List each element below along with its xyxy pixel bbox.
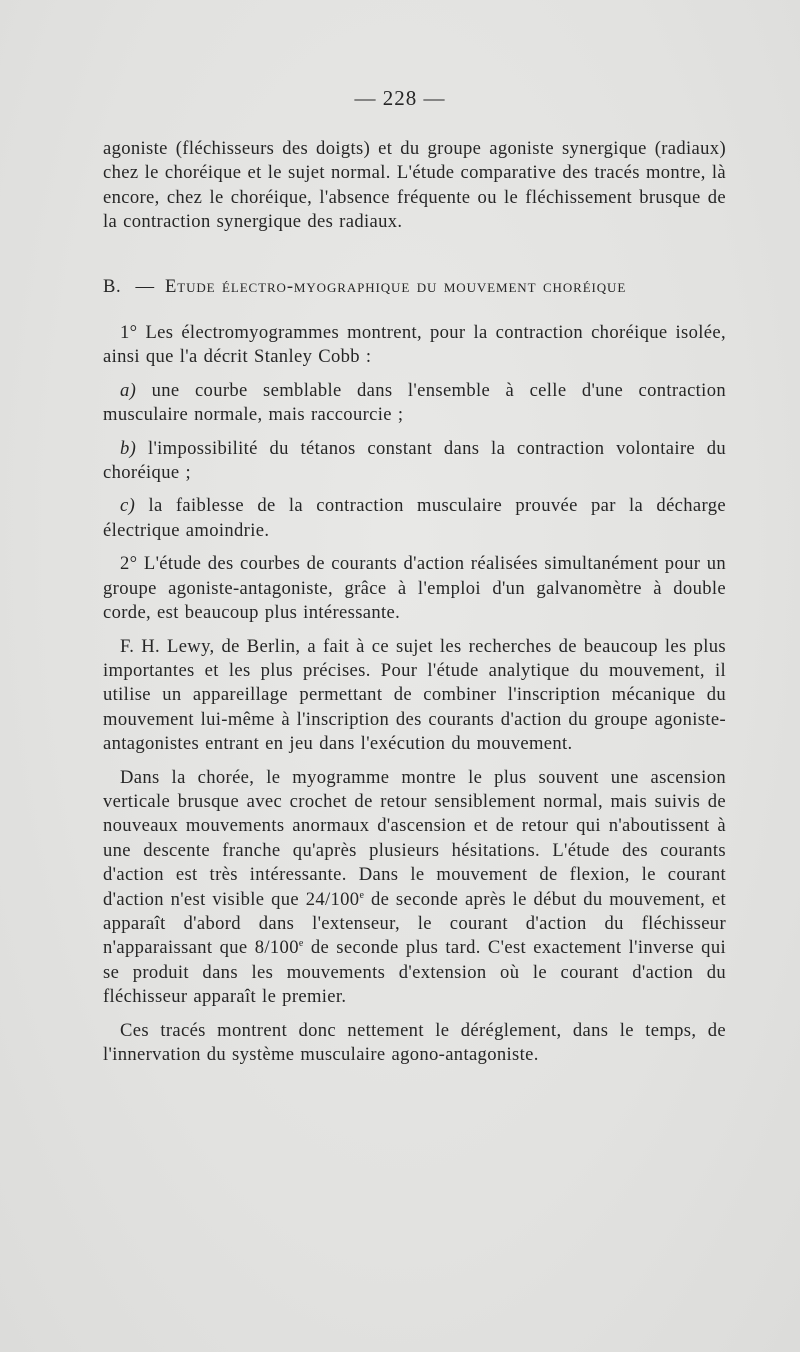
paragraph-1-number: 1° [120,322,138,344]
list-item-a [103,379,726,428]
superscript-e-1: e [359,889,365,901]
list-item-c-label: c) [120,495,136,517]
paragraph-5: Ces tracés montrent donc nettement le déréglement, dans le temps, de l'innervation du système musculaire agono-antagoniste. [103,1019,726,1065]
paragraph-3: F. H. Lewy, de Berlin, a fait à ce sujet les recherches de beaucoup les plus importantes et les plus précises. Pour l'étude analytique du mouvement, il utilise un appareillage permettant de combiner l'inscription mécanique du mouvement lui-même à l'inscription des courants d'action du groupe agoniste-antagonistes entrant en jeu dans l'exécution du mouvement. [103,635,726,755]
section-heading-dash: — [135,275,155,297]
page-body [103,137,726,1067]
list-item-c [103,494,726,543]
paragraph-4-part-1: Dans la chorée, le myogramme montre le plus souvent une ascension verticale brusque avec crochet de retour sensiblement normal, mais suivis de nouveaux mouvements anormaux d'ascension et de retour qui n'aboutissent à une descente franche qu'après plusieurs hésitations. L'étude des courants d'action est très intéressante. Dans le mouvement de flexion, le courant d'action n'est visible que 24/100 [103,766,726,910]
list-item-b-text: l'impossibilité du tétanos constant dans la contraction volontaire du choréique ; [103,437,727,484]
paragraph-4-part-2: de seconde après le début du mouvement, et apparaît d'abord dans l'extenseur, le courant d'action du fléchisseur n'apparaissant que 8/100 [103,888,727,959]
paragraph-2 [103,552,726,625]
page-number: — 228 — [354,86,446,110]
section-heading-title: Etude électro-myographique du mouvement choréique [164,275,627,297]
paragraph-4-part-3: de seconde plus tard. C'est exactement l'inverse qui se produit dans les mouvements d'extension où le courant d'action du fléchisseur apparaît le premier. [103,937,726,1008]
paragraph-2-text: L'étude des courbes de courants d'action réalisées simultanément pour un groupe agoniste-antagoniste, grâce à l'emploi d'un galvanomètre à double corde, est beaucoup plus intéressante. [103,553,726,624]
paragraph-1 [103,321,726,370]
section-heading [103,275,726,299]
superscript-e-2: e [298,938,304,950]
paragraph-2-number: 2° [120,553,138,575]
list-item-c-text: la faiblesse de la contraction musculaire prouvée par la décharge électrique amoindrie. [103,495,726,541]
paragraph-4 [103,766,726,1010]
section-heading-label: B. [103,275,122,297]
list-item-b-label: b) [120,437,137,459]
paragraph-1-text: Les électromyogrammes montrent, pour la contraction choréique isolée, ainsi que l'a décrit Stanley Cobb : [103,322,726,368]
list-item-b [103,437,726,486]
list-item-a-text: une courbe semblable dans l'ensemble à celle d'une contraction musculaire normale, mais raccourcie ; [103,379,726,426]
intro-paragraph: agoniste (fléchisseurs des doigts) et du groupe agoniste synergique (radiaux) chez le choréique et le sujet normal. L'étude comparative des tracés montre, là encore, chez le choréique, l'absence fréquente ou le fléchissement brusque de la contraction synergique des radiaux. [103,138,726,233]
list-item-a-label: a) [120,379,137,401]
